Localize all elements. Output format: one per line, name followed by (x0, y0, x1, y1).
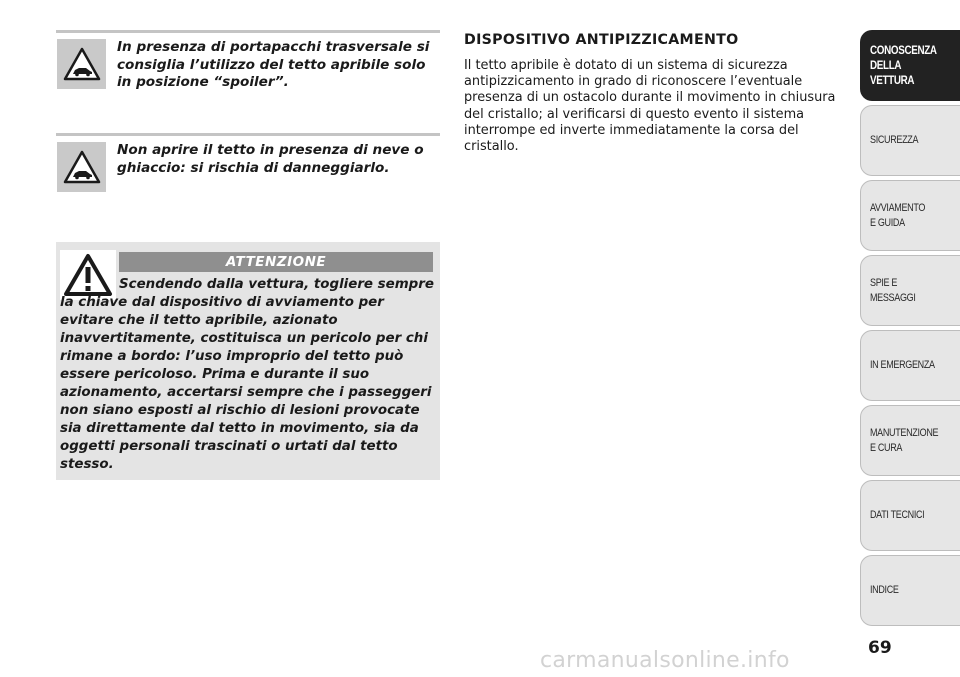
tab-indice[interactable]: INDICE (860, 555, 960, 626)
car-warning-icon (57, 39, 106, 89)
note-snow-ice (56, 133, 440, 176)
page-number: 69 (868, 638, 892, 658)
tab-conoscenza-della-vettura[interactable]: CONOSCENZA DELLA VETTURA (860, 30, 960, 101)
note-text: In presenza di portapacchi trasversale si consiglia l’utilizzo del tetto apribile solo in posizione “spoiler”. (117, 39, 430, 90)
tab-spie-e-messaggi[interactable]: SPIE E MESSAGGI (860, 255, 960, 326)
note-text: Non aprire il tetto in presenza di neve o ghiaccio: si rischia di danneggiarlo. (117, 142, 424, 176)
car-warning-icon (57, 142, 106, 192)
tab-manutenzione-e-cura[interactable]: MANUTENZIONE E CURA (860, 405, 960, 476)
attention-warning-box (56, 242, 440, 480)
tab-dati-tecnici[interactable]: DATI TECNICI (860, 480, 960, 551)
tab-sicurezza[interactable]: SICUREZZA (860, 105, 960, 176)
warning-text: Scendendo dalla vettura, togliere sempre la chiave dal dispositivo di avviamento per evitare che il tetto apribile, azionato inavvertitamente, costituisca un pericolo per chi rimane a bordo: l’uso improprio del tetto può essere pericoloso. Prima e durante il suo azionamento, accertarsi sempre che i passeggeri non siano esposti al rischio di lesioni provocate sia direttamente dal tetto in movimento, sia da oggetti personali trascinati o urtati dal tetto stesso. (60, 277, 434, 472)
watermark: carmanualsonline.info (540, 648, 790, 673)
note-roof-rack (56, 30, 440, 90)
tab-avviamento-e-guida[interactable]: AVVIAMENTO E GUIDA (860, 180, 960, 251)
anti-pinch-section (464, 31, 849, 155)
tab-in-emergenza[interactable]: IN EMERGENZA (860, 330, 960, 401)
section-body: Il tetto apribile è dotato di un sistema di sicurezza antipizzicamento in grado di riconoscere l’eventuale presenza di un ostacolo durante il movimento in chiusura del cristallo; al verificarsi di questo evento il sistema interrompe ed inverte immediatamente la corsa del cristallo. (464, 58, 836, 155)
section-heading: DISPOSITIVO ANTIPIZZICAMENTO (464, 32, 739, 48)
attention-title: ATTENZIONE (119, 252, 433, 272)
